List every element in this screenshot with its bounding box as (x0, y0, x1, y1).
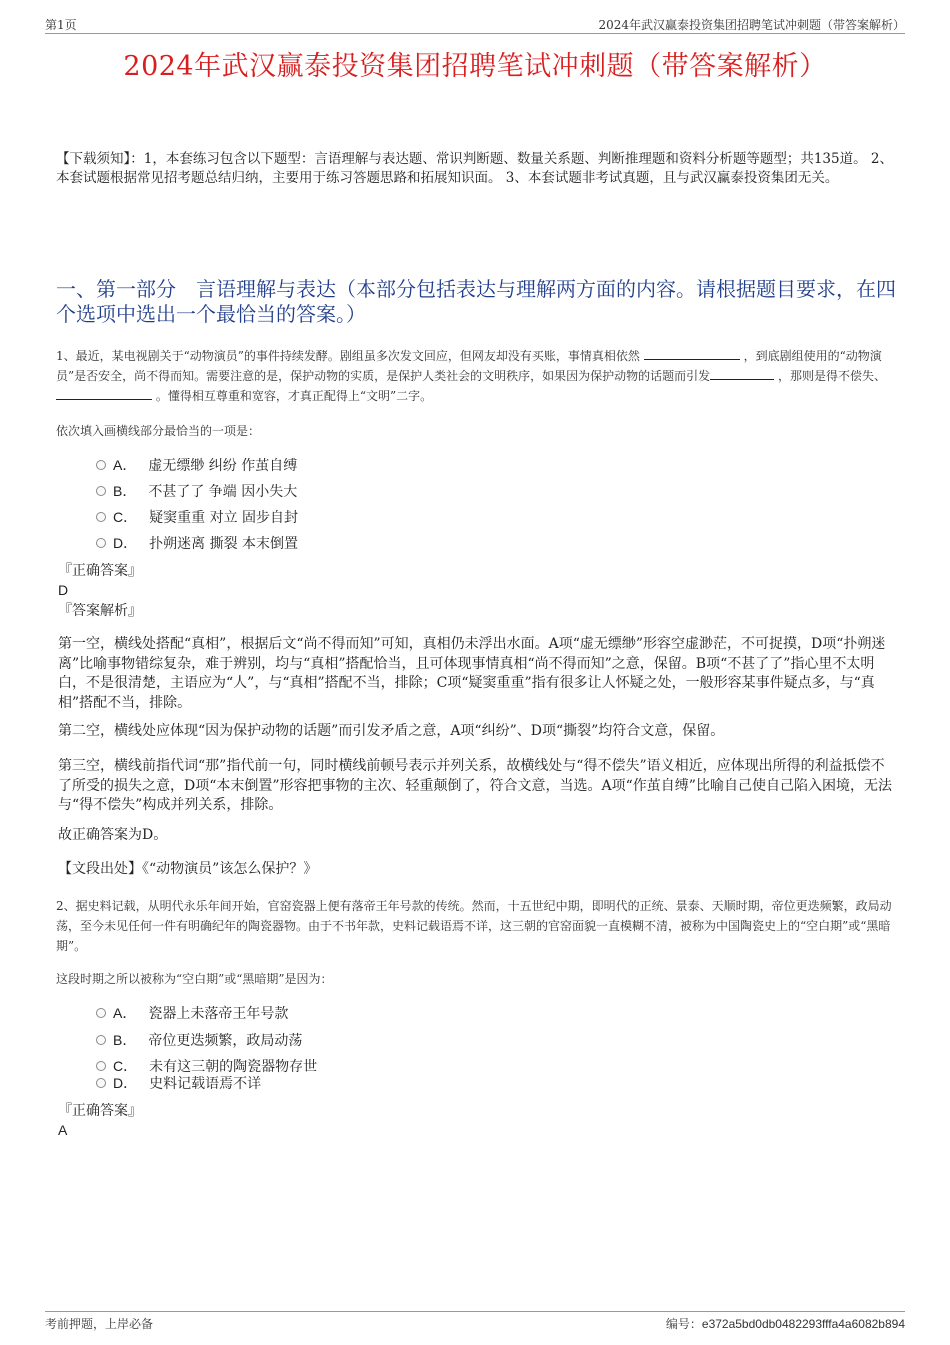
radio-icon[interactable] (96, 1035, 106, 1045)
q1-option-d[interactable] (96, 533, 298, 553)
header-doc-title: 2024年武汉赢泰投资集团招聘笔试冲刺题（带答案解析） (598, 18, 905, 32)
document-code (666, 1315, 905, 1332)
radio-icon[interactable] (96, 512, 106, 522)
question-2-prompt: 这段时期之所以被称为“空白期”或“黑暗期”是因为： (56, 972, 333, 986)
footer-slogan: 考前押题，上岸必备 (45, 1317, 154, 1331)
option-text: 不甚了了 争端 因小失大 (148, 484, 298, 500)
option-letter: B． (113, 1032, 137, 1048)
option-letter: C． (113, 509, 138, 525)
q2-answer-label: 『正确答案』 (58, 1103, 142, 1119)
page-header (45, 14, 905, 34)
q1-option-a[interactable] (96, 455, 297, 475)
fill-blank-2 (710, 366, 774, 380)
code-value: e372a5bd0db0482293fffa4a6082b894 (701, 1317, 905, 1331)
option-text: 疑窦重重 对立 固步自封 (149, 510, 299, 526)
q2-option-b[interactable] (96, 1030, 302, 1050)
radio-icon[interactable] (96, 1078, 106, 1088)
option-letter: C． (113, 1058, 138, 1074)
radio-icon[interactable] (96, 538, 106, 548)
option-text: 帝位更迭频繁，政局动荡 (148, 1033, 303, 1049)
fill-blank-1 (644, 346, 740, 360)
q1-stem-part: ，到底剧组使用的“动物演员”是否安全，尚不得而知。需要注意的是，保护动物的实质，是保护人类社会的文明秩序，如果因为保护动物的话题而引发 (56, 349, 882, 383)
page-footer (45, 1311, 905, 1331)
option-text: 扑朔迷离 撕裂 本末倒置 (149, 536, 299, 552)
q1-analysis-paragraph: 第一空，横线处搭配“真相”，根据后文“尚不得而知”可知，真相仍未浮出水面。A项“虚无缥缈”形容空虚渺茫，不可捉摸，D项“扑朔迷离”比喻事物错综复杂，难于辨别，均与“真相”搭配恰当，且可体现事情真相“尚不得而知”之意，保留。B项“不甚了了”指心里不太明白，不是很清楚，主语应为“人”，与“真相”搭配不当，排除；C项“疑窦重重”指有很多让人怀疑之处，一般形容某事件疑点多，与“真相”搭配不当，排除。 (58, 636, 886, 711)
fill-blank-3 (56, 386, 152, 400)
q2-option-d[interactable] (96, 1073, 261, 1093)
option-letter: A． (113, 1005, 137, 1021)
option-letter: D． (113, 1075, 138, 1091)
option-text: 虚无缥缈 纠纷 作茧自缚 (148, 458, 298, 474)
q1-stem-part: ，那则是得不偿失、 (777, 369, 886, 383)
q1-stem-part: 。懂得相互尊重和宽容，才真正配得上“文明”二字。 (155, 389, 433, 403)
question-1-prompt: 依次填入画横线部分最恰当的一项是： (56, 424, 261, 438)
download-notice: 【下载须知】：1，本套练习包含以下题型：言语理解与表达题、常识判断题、数量关系题、判断推理题和资料分析题等题型；共135道。 2、本套试题根据常见招考题总结归纳，主要用于练习答题思路和拓展知识面。 3、本套试题非考试真题，且与武汉赢泰投资集团无关。 (56, 151, 893, 186)
option-letter: D． (113, 535, 138, 551)
q1-source: 【文段出处】《“动物演员”该怎么保护？》 (58, 861, 318, 877)
option-letter: A． (113, 457, 137, 473)
radio-icon[interactable] (96, 486, 106, 496)
radio-icon[interactable] (96, 1061, 106, 1071)
q1-option-b[interactable] (96, 481, 297, 501)
question-1-stem (56, 346, 901, 406)
radio-icon[interactable] (96, 460, 106, 470)
q1-answer-label: 『正确答案』 (58, 563, 142, 579)
option-text: 史料记载语焉不详 (149, 1076, 262, 1092)
q1-analysis-label: 『答案解析』 (58, 603, 142, 619)
q1-analysis-paragraph: 第二空，横线处应体现“因为保护动物的话题”而引发矛盾之意，A项“纠纷”、D项“撕裂”均符合文意，保留。 (58, 723, 725, 739)
radio-icon[interactable] (96, 1008, 106, 1018)
q1-option-c[interactable] (96, 507, 298, 527)
question-2-stem: 2、据史料记载，从明代永乐年间开始，官窑瓷器上便有落帝王年号款的传统。然而，十五世纪中期，即明代的正统、景泰、天顺时期，帝位更迭频繁，政局动荡，至今未见任何一件有明确纪年的陶瓷器物。由于不书年款，史料记载语焉不详，这三朝的官窑面貌一直模糊不清，被称为中国陶瓷史上的“空白期”或“黑暗期”。 (56, 899, 892, 953)
option-text: 瓷器上未落帝王年号款 (148, 1006, 289, 1022)
option-letter: B． (113, 483, 137, 499)
q1-answer: D (58, 582, 69, 598)
q1-conclusion: 故正确答案为D。 (58, 827, 168, 843)
q1-stem-part: 1、最近，某电视剧关于“动物演员”的事件持续发酵。剧组虽多次发文回应，但网友却没有买账，事情真相依然 (56, 349, 640, 363)
option-text: 未有这三朝的陶瓷器物存世 (149, 1059, 318, 1075)
q2-option-a[interactable] (96, 1003, 288, 1023)
q1-analysis-paragraph: 第三空，横线前指代词“那”指代前一句，同时横线前顿号表示并列关系，故横线处与“得不偿失”语义相近，应体现出所得的利益抵偿不了所受的损失之意，D项“本末倒置”形容把事物的主次、轻重颠倒了，符合文意，当选。A项“作茧自缚”比喻自己使自己陷入困境，无法与“得不偿失”构成并列关系，排除。 (58, 758, 892, 813)
code-label: 编号： (665, 1317, 702, 1331)
document-title: 2024年武汉赢泰投资集团招聘笔试冲刺题（带答案解析） (123, 51, 827, 82)
section-heading: 一、第一部分 言语理解与表达（本部分包括表达与理解两方面的内容。请根据题目要求，在四个选项中选出一个最恰当的答案。） (56, 277, 896, 326)
page-number: 第1页 (45, 18, 77, 32)
q2-answer: A (58, 1122, 68, 1138)
